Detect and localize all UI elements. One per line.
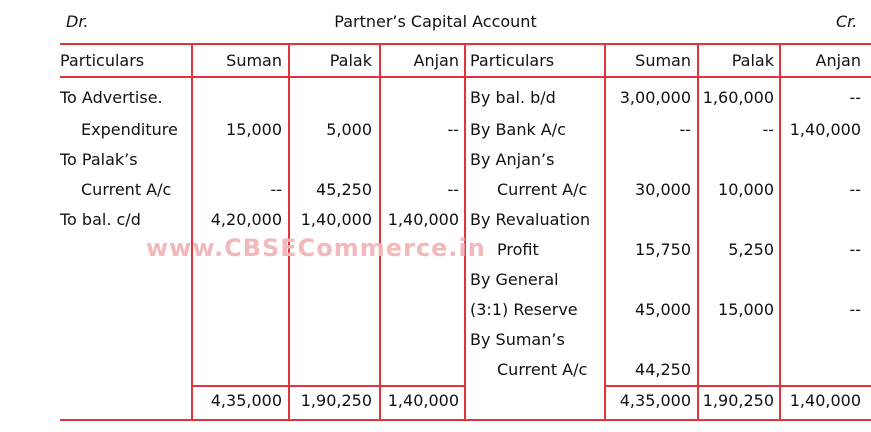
col-divider [379, 43, 381, 420]
right-particular: Current A/c [497, 180, 588, 199]
right-anjan-amount: -- [849, 240, 861, 259]
right-particular: By Suman’s [470, 330, 565, 349]
account-title: Partner’s Capital Account [334, 12, 537, 31]
right-anjan-amount: 1,40,000 [789, 120, 861, 139]
left-anjan-amount: 1,40,000 [387, 210, 459, 229]
left-anjan-amount: -- [447, 180, 459, 199]
col-header-anjan: Anjan [815, 51, 861, 70]
right-palak-amount: 15,000 [718, 300, 774, 319]
left-total-anjan: 1,40,000 [387, 391, 459, 410]
right-particular: (3:1) Reserve [470, 300, 578, 319]
right-anjan-amount: -- [849, 88, 861, 107]
col-header-palak: Palak [329, 51, 372, 70]
right-suman-amount: 30,000 [635, 180, 691, 199]
col-header-particulars: Particulars [60, 51, 145, 70]
right-total-suman: 4,35,000 [619, 391, 691, 410]
right-particular: By Anjan’s [470, 150, 555, 169]
right-particular: Profit [497, 240, 539, 259]
left-palak-amount: 1,40,000 [300, 210, 372, 229]
col-header-palak: Palak [731, 51, 774, 70]
col-divider [191, 43, 193, 420]
right-suman-amount: -- [679, 120, 691, 139]
debit-label: Dr. [66, 12, 89, 31]
col-divider [464, 43, 466, 420]
right-total-anjan: 1,40,000 [789, 391, 861, 410]
col-header-suman: Suman [635, 51, 691, 70]
right-palak-amount: 5,250 [728, 240, 774, 259]
right-total-rule [604, 385, 871, 387]
watermark: www.CBSECommerce.in [146, 234, 486, 262]
right-anjan-amount: -- [849, 300, 861, 319]
left-palak-amount: 45,250 [316, 180, 372, 199]
left-suman-amount: -- [270, 180, 282, 199]
left-particular: To Advertise. [60, 88, 163, 107]
left-palak-amount: 5,000 [326, 120, 372, 139]
left-particular: Expenditure [81, 120, 178, 139]
right-particular: By Revaluation [470, 210, 591, 229]
right-palak-amount: 1,60,000 [702, 88, 774, 107]
right-anjan-amount: -- [849, 180, 861, 199]
col-divider [288, 43, 290, 420]
col-header-particulars: Particulars [470, 51, 555, 70]
right-particular: Current A/c [497, 360, 588, 379]
left-anjan-amount: -- [447, 120, 459, 139]
right-palak-amount: -- [762, 120, 774, 139]
right-particular: By General [470, 270, 559, 289]
right-suman-amount: 3,00,000 [619, 88, 691, 107]
left-total-palak: 1,90,250 [300, 391, 372, 410]
left-total-suman: 4,35,000 [210, 391, 282, 410]
right-particular: By bal. b/d [470, 88, 556, 107]
right-suman-amount: 45,000 [635, 300, 691, 319]
right-particular: By Bank A/c [470, 120, 566, 139]
left-particular: Current A/c [81, 180, 172, 199]
left-suman-amount: 4,20,000 [210, 210, 282, 229]
right-suman-amount: 15,750 [635, 240, 691, 259]
left-total-rule [191, 385, 466, 387]
right-suman-amount: 44,250 [635, 360, 691, 379]
left-particular: To bal. c/d [60, 210, 141, 229]
left-particular: To Palak’s [60, 150, 138, 169]
col-header-anjan: Anjan [413, 51, 459, 70]
right-palak-amount: 10,000 [718, 180, 774, 199]
left-suman-amount: 15,000 [226, 120, 282, 139]
credit-label: Cr. [836, 12, 858, 31]
right-total-palak: 1,90,250 [702, 391, 774, 410]
col-header-suman: Suman [226, 51, 282, 70]
